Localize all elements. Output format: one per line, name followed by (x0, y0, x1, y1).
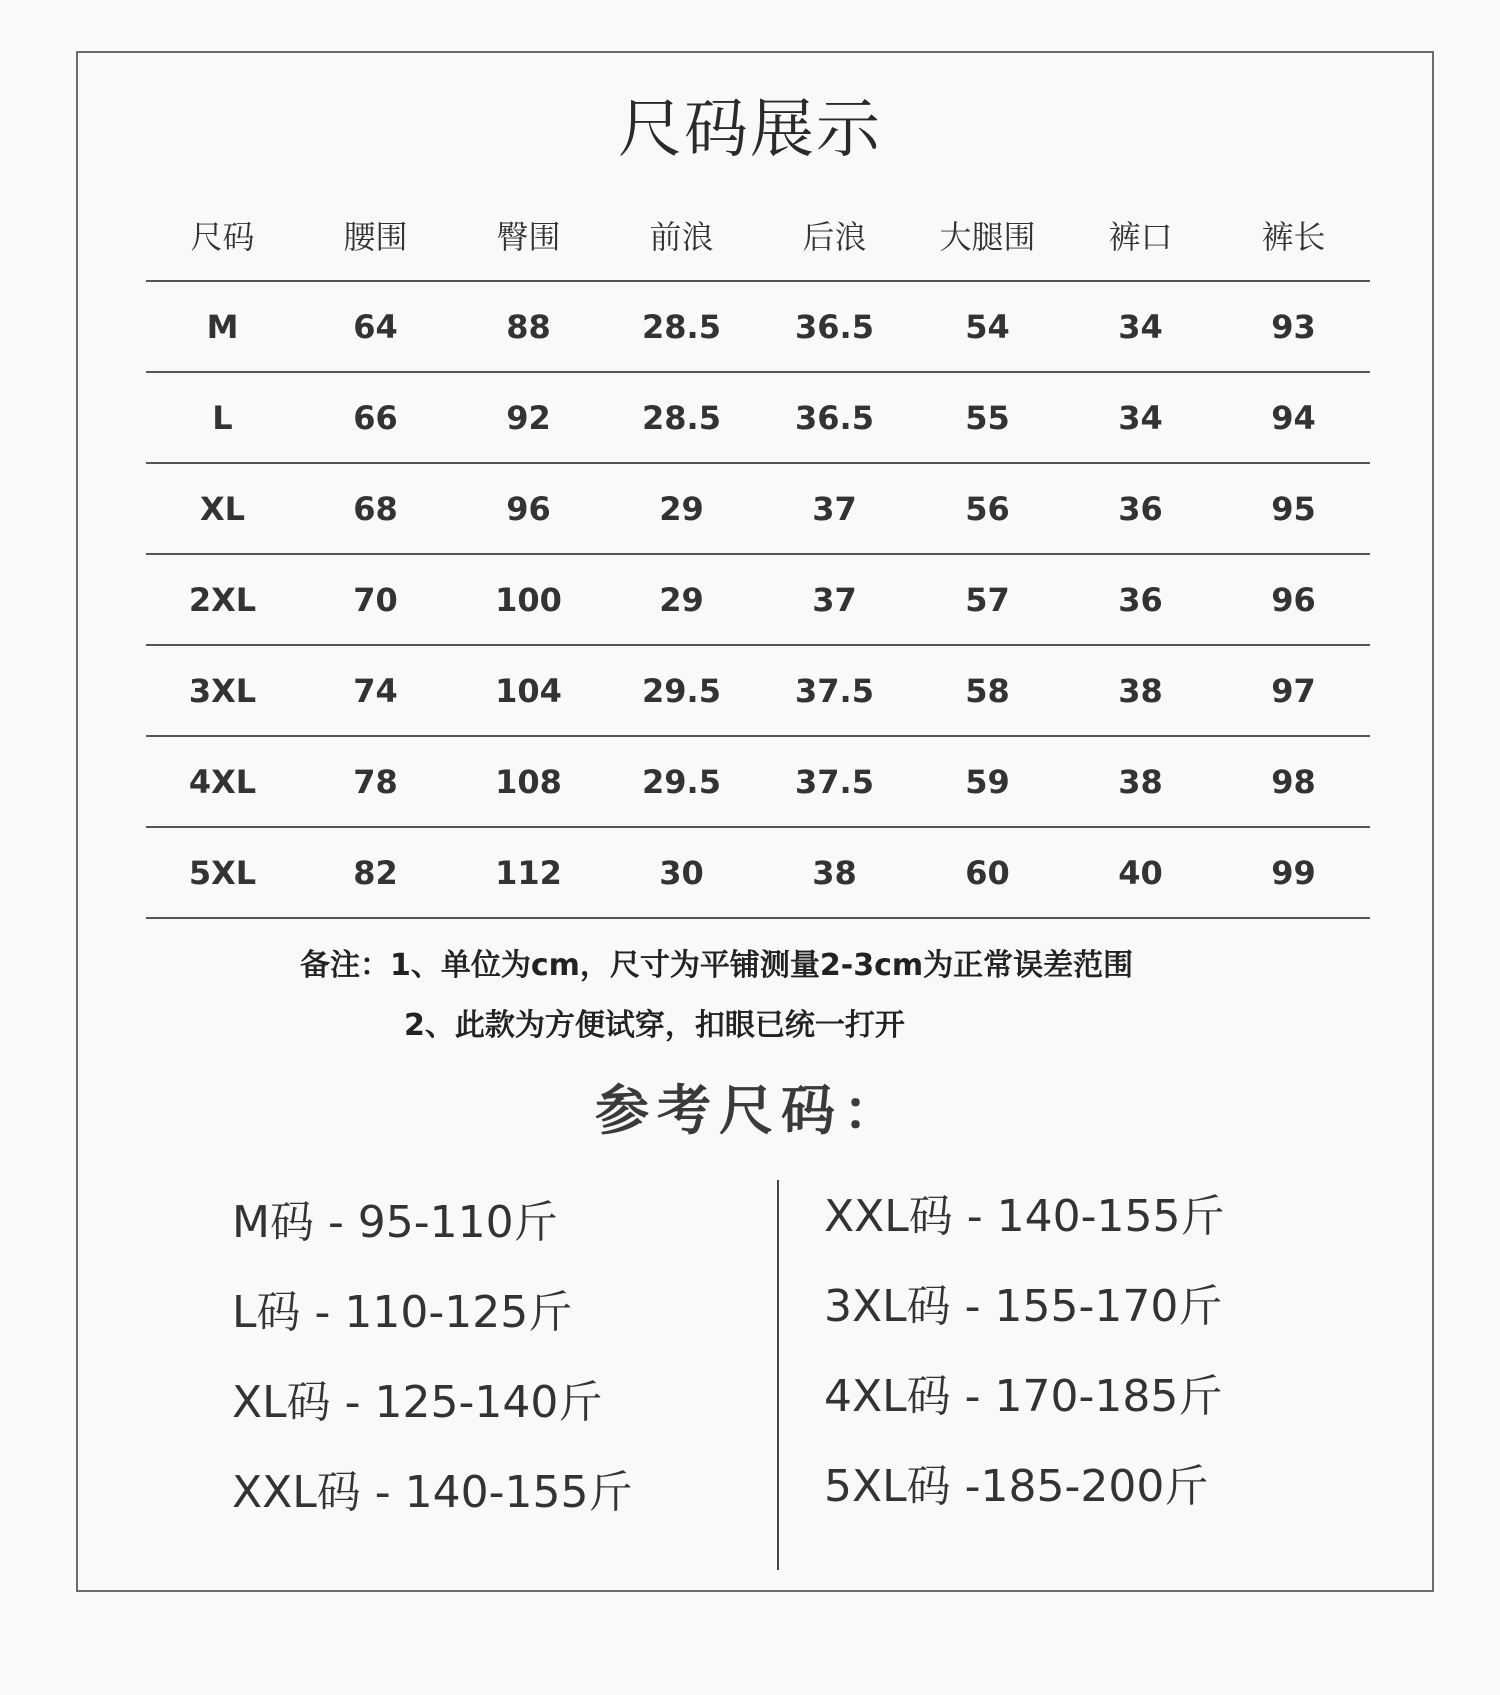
cell-front-rise: 29.5 (605, 736, 758, 827)
cell-waist: 82 (299, 827, 452, 918)
header-length: 裤长 (1261, 218, 1326, 256)
reference-item: 3XL码 - 155-170斤 (824, 1281, 1223, 1332)
cell-size: 3XL (146, 645, 299, 736)
cell-size: L (146, 372, 299, 463)
cell-back-rise: 36.5 (758, 281, 911, 372)
reference-left-column (232, 1178, 633, 1538)
cell-waist: 68 (299, 463, 452, 554)
header-leg-opening: 裤口 (1108, 218, 1173, 256)
cell-front-rise: 28.5 (605, 372, 758, 463)
cell-front-rise: 30 (605, 827, 758, 918)
cell-hip: 108 (452, 736, 605, 827)
column-divider (777, 1180, 779, 1570)
reference-item: XXL码 - 140-155斤 (232, 1467, 633, 1518)
table-row (146, 281, 1370, 372)
cell-length: 95 (1217, 463, 1370, 554)
cell-leg-opening: 36 (1064, 554, 1217, 645)
size-table (146, 190, 1370, 919)
cell-front-rise: 29.5 (605, 645, 758, 736)
cell-front-rise: 29 (605, 554, 758, 645)
table-row (146, 645, 1370, 736)
cell-hip: 112 (452, 827, 605, 918)
cell-thigh: 54 (911, 281, 1064, 372)
cell-waist: 70 (299, 554, 452, 645)
cell-thigh: 59 (911, 736, 1064, 827)
reference-item: L码 - 110-125斤 (232, 1287, 573, 1338)
cell-thigh: 60 (911, 827, 1064, 918)
table-header-row (146, 190, 1370, 281)
table-row (146, 372, 1370, 463)
header-thigh: 大腿围 (939, 218, 1036, 256)
cell-back-rise: 37.5 (758, 645, 911, 736)
header-back-rise: 后浪 (802, 218, 867, 256)
header-front-rise: 前浪 (649, 218, 714, 256)
table-row (146, 736, 1370, 827)
cell-size: 5XL (146, 827, 299, 918)
reference-item: XL码 - 125-140斤 (232, 1377, 603, 1428)
cell-leg-opening: 36 (1064, 463, 1217, 554)
cell-hip: 96 (452, 463, 605, 554)
cell-back-rise: 37 (758, 554, 911, 645)
cell-leg-opening: 40 (1064, 827, 1217, 918)
cell-size: 2XL (146, 554, 299, 645)
cell-size: M (146, 281, 299, 372)
cell-length: 98 (1217, 736, 1370, 827)
reference-item: XXL码 - 140-155斤 (824, 1191, 1225, 1242)
note-line-1: 备注：1、单位为cm，尺寸为平铺测量2-3cm为正常误差范围 (300, 948, 1134, 983)
cell-leg-opening: 34 (1064, 372, 1217, 463)
header-hip: 臀围 (496, 218, 561, 256)
cell-hip: 100 (452, 554, 605, 645)
note-line-2: 2、此款为方便试穿，扣眼已统一打开 (404, 1008, 905, 1043)
page-title: 尺码展示 (618, 93, 882, 167)
table-row (146, 554, 1370, 645)
cell-back-rise: 38 (758, 827, 911, 918)
cell-thigh: 56 (911, 463, 1064, 554)
cell-front-rise: 29 (605, 463, 758, 554)
cell-leg-opening: 38 (1064, 736, 1217, 827)
table-row (146, 827, 1370, 918)
cell-back-rise: 37 (758, 463, 911, 554)
cell-leg-opening: 38 (1064, 645, 1217, 736)
reference-item: 4XL码 - 170-185斤 (824, 1371, 1223, 1422)
header-waist: 腰围 (343, 218, 408, 256)
cell-size: XL (146, 463, 299, 554)
cell-length: 96 (1217, 554, 1370, 645)
cell-thigh: 58 (911, 645, 1064, 736)
cell-back-rise: 36.5 (758, 372, 911, 463)
reference-title: 参考尺码： (595, 1079, 905, 1142)
cell-waist: 74 (299, 645, 452, 736)
reference-right-column (824, 1172, 1225, 1532)
reference-item: M码 - 95-110斤 (232, 1197, 558, 1248)
cell-thigh: 57 (911, 554, 1064, 645)
cell-hip: 104 (452, 645, 605, 736)
cell-length: 99 (1217, 827, 1370, 918)
cell-length: 94 (1217, 372, 1370, 463)
cell-length: 97 (1217, 645, 1370, 736)
cell-thigh: 55 (911, 372, 1064, 463)
cell-back-rise: 37.5 (758, 736, 911, 827)
cell-waist: 78 (299, 736, 452, 827)
table-row (146, 463, 1370, 554)
header-size: 尺码 (190, 218, 255, 256)
cell-hip: 88 (452, 281, 605, 372)
cell-leg-opening: 34 (1064, 281, 1217, 372)
reference-item: 5XL码 -185-200斤 (824, 1461, 1209, 1512)
cell-waist: 64 (299, 281, 452, 372)
cell-size: 4XL (146, 736, 299, 827)
cell-hip: 92 (452, 372, 605, 463)
cell-front-rise: 28.5 (605, 281, 758, 372)
cell-waist: 66 (299, 372, 452, 463)
cell-length: 93 (1217, 281, 1370, 372)
